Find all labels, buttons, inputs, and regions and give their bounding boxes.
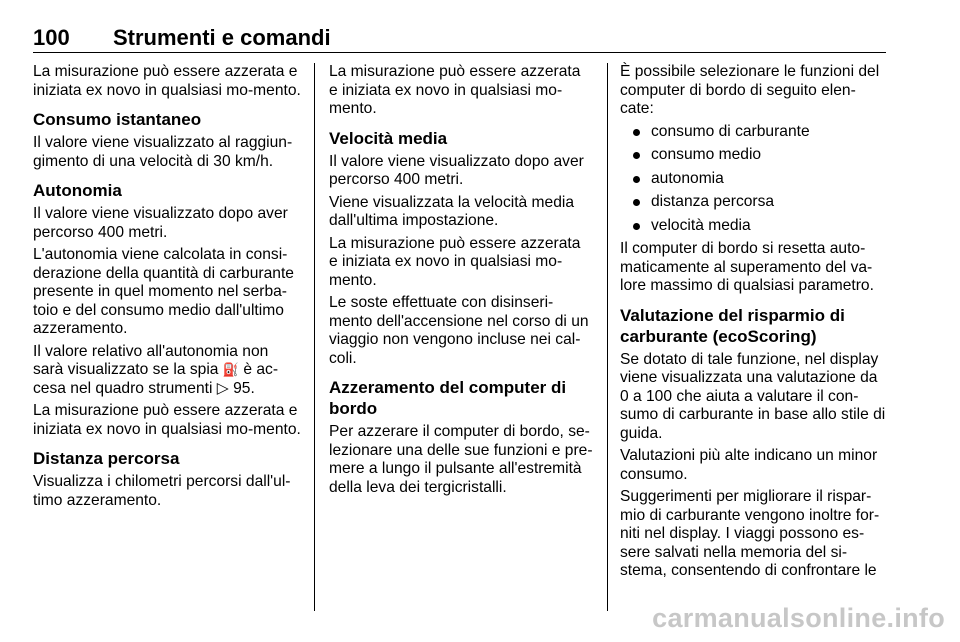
paragraph: Il computer di bordo si resetta auto-maticamente al superamento del va-lore massimo di qualsiasi parametro.: [620, 240, 874, 294]
function-list: [620, 123, 888, 236]
column-divider: [314, 63, 315, 611]
paragraph: È possibile selezionare le funzioni del computer di bordo di seguito elen-cate:: [620, 63, 880, 117]
list-item: autonomia: [620, 170, 888, 189]
paragraph: Le soste effettuate con disinseri-mento dell'accensione nel corso di un viaggio non vengono incluse nei cal-coli.: [329, 294, 589, 367]
paragraph: Per azzerare il computer di bordo, se-lezionare una delle sue funzioni e pre-mere a lungo il pulsante all'estremità della leva dei tergicristalli.: [329, 423, 593, 496]
fuel-warning-icon: ⛽: [222, 362, 240, 377]
page-number: 100: [33, 25, 70, 50]
running-title: Strumenti e comandi: [113, 25, 331, 50]
section-heading: Valutazione del risparmio di carburante (ecoScoring): [620, 305, 845, 346]
section-heading: Distanza percorsa: [33, 449, 180, 468]
paragraph: Se dotato di tale funzione, nel display viene visualizzata una valutazione da 0 a 100 che aiuta a valutare il con-sumo di carburante in base allo stile di guida.: [620, 350, 886, 442]
paragraph: La misurazione può essere azzerata e iniziata ex novo in qualsiasi mo-mento.: [33, 63, 301, 99]
paragraph: Il valore viene visualizzato dopo aver percorso 400 metri.: [33, 205, 288, 241]
watermark: carmanualsonline.info: [652, 603, 945, 633]
text-column-3: [620, 63, 888, 585]
section-heading: Velocità media: [329, 128, 448, 148]
column-divider: [607, 63, 608, 611]
list-item: consumo medio: [620, 146, 888, 165]
paragraph: La misurazione può essere azzerata e iniziata ex novo in qualsiasi mo-mento.: [329, 234, 581, 289]
paragraph: La misurazione può essere azzerata e iniziata ex novo in qualsiasi mo-mento.: [33, 402, 301, 438]
page-reference-icon: ▷: [216, 379, 229, 397]
page-reference[interactable]: 95.: [233, 379, 255, 397]
text-column-1: [33, 63, 301, 514]
page-header: [33, 26, 886, 53]
paragraph: Il valore viene visualizzato al raggiun-gimento di una velocità di 30 km/h.: [33, 134, 293, 170]
list-item: consumo di carburante: [620, 123, 888, 142]
text-column-2: [329, 63, 593, 501]
section-heading: Azzeramento del computer di bordo: [329, 378, 567, 418]
paragraph: Valutazioni più alte indicano un minor consumo.: [620, 447, 878, 483]
paragraph: Viene visualizzata la velocità media dall'ultima impostazione.: [329, 193, 575, 229]
paragraph: Visualizza i chilometri percorsi dall'ul-timo azzeramento.: [33, 473, 291, 509]
paragraph: Suggerimenti per migliorare il rispar-mio di carburante vengono inoltre for-niti nel display. I viaggi possono es-sere salvati nella memoria del si-stema, consentendo di confrontare le: [620, 488, 880, 579]
paragraph: [33, 343, 301, 399]
text-span: è ac-cesa nel quadro strumenti: [33, 361, 279, 397]
list-item: velocità media: [620, 217, 888, 236]
section-heading: Consumo istantaneo: [33, 110, 202, 129]
list-item: distanza percorsa: [620, 193, 888, 212]
paragraph: L'autonomia viene calcolata in consi-derazione della quantità di carburante presente in quel momento nel serba-toio e del consumo medio dall'ultimo azzeramento.: [33, 246, 294, 337]
paragraph: Il valore viene visualizzato dopo aver percorso 400 metri.: [329, 152, 584, 188]
paragraph: La misurazione può essere azzerata e iniziata ex novo in qualsiasi mo-mento.: [329, 63, 581, 117]
section-heading: Autonomia: [33, 181, 122, 200]
text-span: Il valore relativo all'autonomia non sarà visualizzato se la spia: [33, 342, 269, 378]
